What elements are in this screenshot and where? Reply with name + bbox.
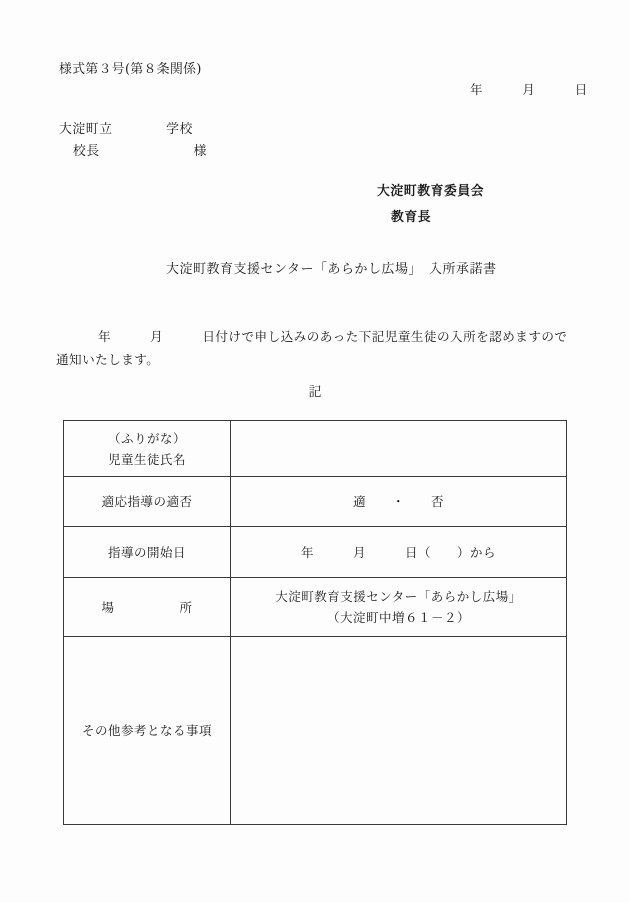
table-row [64, 637, 567, 825]
row-label-guidance-judgment: 適応指導の適否 [64, 477, 231, 527]
form-number: 様式第３号(第８条関係) [59, 62, 202, 77]
student-name-label: 児童生徒氏名 [107, 451, 186, 467]
row-value-guidance-judgment[interactable]: 適 ・ 否 [231, 477, 567, 527]
row-value-start-date[interactable]: 年 月 日（ ）から [231, 527, 567, 578]
addressee-school: 大淀町立 学校 [59, 122, 193, 137]
row-label-place: 場 所 [64, 578, 231, 637]
sender-organization: 大淀町教育委員会 [377, 184, 485, 199]
table-row [64, 527, 567, 578]
row-value-other-notes[interactable] [231, 637, 567, 825]
body-paragraph: 年 月 日付けで申し込みのあった下記児童生徒の入所を認めますので通知いたします。 [56, 329, 568, 367]
place-address: （大淀町中増６１－２） [326, 610, 470, 625]
sender-title: 教育長 [391, 210, 432, 225]
row-value-place [231, 578, 567, 637]
table-row [64, 477, 567, 527]
row-label-student-name [64, 421, 231, 477]
place-name: 大淀町教育支援センター「あらかし広場」 [275, 589, 522, 604]
table-row [64, 421, 567, 477]
header-date-line: 年 月 日 [470, 82, 588, 97]
row-label-start-date: 指導の開始日 [64, 527, 231, 578]
furigana-label: （ふりがな） [107, 430, 186, 446]
row-value-student-name[interactable] [231, 421, 567, 477]
table-row [64, 578, 567, 637]
document-title: 大淀町教育支援センター「あらかし広場」 入所承諾書 [166, 262, 497, 277]
row-label-other-notes: その他参考となる事項 [64, 637, 231, 825]
ki-marker: 記 [308, 385, 322, 400]
student-admission-table [63, 420, 567, 825]
addressee-principal: 校長 様 [73, 144, 207, 159]
